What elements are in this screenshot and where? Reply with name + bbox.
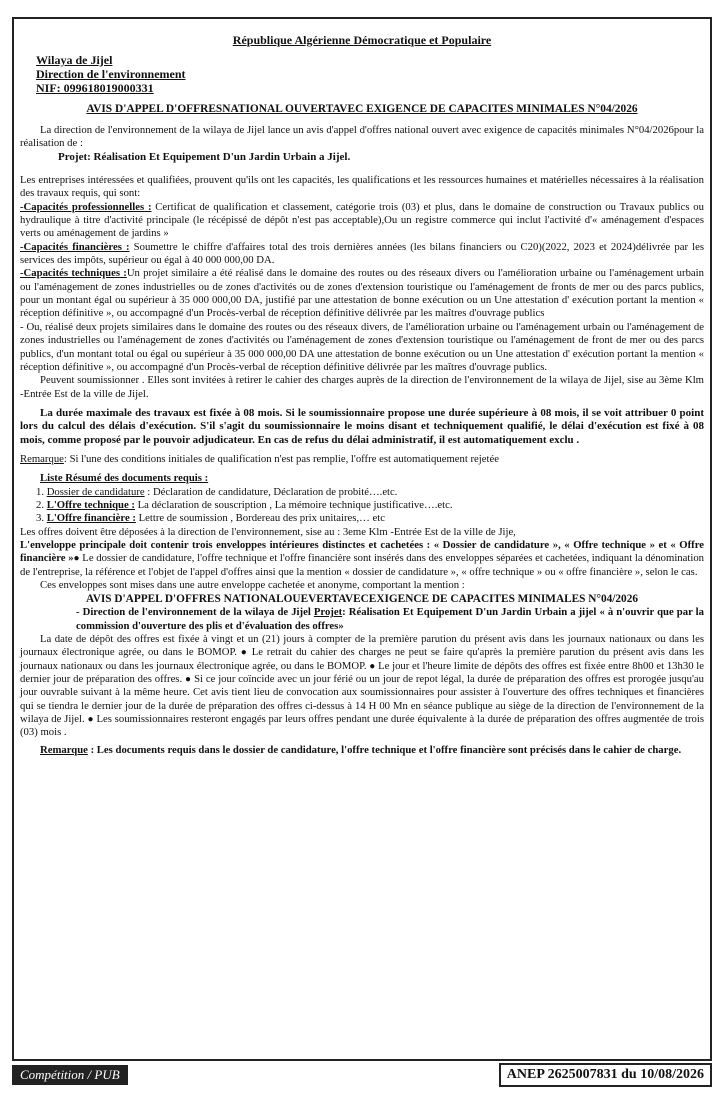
cap-tech-paragraph — [20, 267, 704, 320]
cap-tech-label: -Capacités techniques : — [20, 267, 127, 280]
competition-badge: Compétition / PUB — [12, 1065, 128, 1085]
deposit-line-1: Les offres doivent être déposées à la direction de l'environnement, sise au : 3eme Klm -Entrée Est de la ville de Jije, — [20, 525, 516, 538]
docs-list — [20, 486, 704, 526]
cap-tech-paragraph-2: - Ou, réalisé deux projets similaires dans le domaine des routes ou des réseaux divers, de l'amélioration urbaine ou l'aménagement urbain ou l'aménagement de zones industrielles ou l'aménagement de zones d'activités ou l'aménagement de zones d'extension touristique ou l'aménagement de front de mer ou des parcs publics, d'un montant total ou égal ou supérieur à 35 000 000,00 DA une attestation de bonne exécution ou un Une attestation d' exécution portant la mention « réception définitive », ou accompagné d'un Procès-verbal de réception définitive délivrée par les maîtres d'ouvrage publics. — [20, 320, 704, 373]
wilaya-label: Wilaya de Jijel — [36, 53, 113, 67]
envelope-mention: « à n'ouvrir que par la commission d'ouverture des plis et d'évaluation des offres» — [76, 606, 704, 632]
final-holiday: Si ce jour coïncide avec un jour férié ou un jour de repot légal, la durée de préparation des offres est prorogée jusqu'au jour ouvrable suivant à la même heure. Cet avis tient lieu de convocation aux soumissionnaires pour assister à l'ouverture des offres techniques et financières qui se tiendra le dernier jour de la durée de préparation des offres ci-dessus à 14 H 00 Mn en séance publique au siège de la direction de l'environnement de la wilaya de Jijel. — [20, 673, 704, 726]
doc-label: Dossier de candidature — [46, 485, 145, 498]
deposit-paragraph — [20, 539, 704, 579]
bullet-icon: ● — [185, 674, 192, 686]
nif-label: NIF: 099618019000331 — [36, 81, 154, 95]
final-deadline: La date de dépôt des offres est fixée à vingt et un (21) jours à compter de la première parution du présent avis dans les journaux nationaux ou dans les journaux électronique agrée, ou dans le BOMOP. — [20, 633, 704, 659]
docs-title: Liste Résumé des documents requis : — [40, 472, 209, 485]
doc-text: La déclaration de souscription , La mémoire technique justificative….etc. — [134, 498, 453, 511]
notice-content — [20, 19, 704, 757]
cap-tech-text: Un projet similaire a été réalisé dans le domaine des routes ou des réseaux divers ou l'amélioration urbaine ou l'aménagement urbain ou l'aménagement de zones industrielles ou de zones d'activités ou de zones d'extension touristique ou l'aménagement de fronts de mer ou des parcs publics, pour un montant égal ou supérieur à 35 000 000,00 DA, justifié par une attestation de bonne exécution ou un Une attestation d' exécution portant la mention « réception définitive », ou accompagné d'un Procès-verbal de réception définitive délivrée par les maîtres d'ouvrage publics — [20, 267, 704, 320]
bullet-icon: ● — [369, 660, 376, 672]
envelope-line-2 — [20, 606, 704, 633]
doc-text: : Déclaration de candidature, Déclaration de probité….etc. — [144, 485, 398, 498]
list-item — [20, 512, 704, 525]
final-paragraph — [20, 633, 704, 740]
envelope-project: : Réalisation Et Equipement D'un Jardin Urbain a jijel — [342, 606, 597, 619]
anep-reference: ANEP 2625007831 du 10/08/2026 — [499, 1063, 712, 1087]
eligibility-paragraph: Les entreprises intéressées et qualifiées, prouvent qu'ils ont les capacités, les qualifications et les ressources humaines et matérielles nécessaires à la réalisation des travaux requis, qui sont: — [20, 174, 704, 200]
doc-number: 3. — [36, 512, 45, 525]
list-item — [20, 486, 704, 499]
footer — [12, 1063, 712, 1087]
remark-1-label: Remarque — [20, 452, 64, 465]
envelope-paragraph: Ces enveloppes sont mises dans une autre enveloppe cachetée et anonyme, comportant la mention : — [40, 579, 465, 591]
republic-title: République Algérienne Démocratique et Populaire — [232, 33, 492, 47]
remark-1 — [20, 453, 704, 466]
remark-1-text: : Si l'une des conditions initiales de qualification n'est pas remplie, l'offre est automatiquement rejetée — [63, 452, 499, 465]
envelope-projet-label: Projet — [313, 606, 343, 619]
bullet-icon: ● — [73, 553, 80, 565]
final-withdraw: Le retrait du cahier des charges ne peut se faire qu'après la première parution du présent avis dans les journaux nationaux ou dans les journaux électronique agrée, ou dans le BOMOP. — [20, 646, 705, 672]
doc-number: 2. — [36, 498, 45, 511]
remark-2 — [20, 744, 704, 757]
cap-fin-paragraph — [20, 241, 704, 268]
final-engagement: Les soumissionnaires resteront engagés par leurs offres pendant une durée équivalente à la durée de préparation des offres augmentée de trois (03) mois . — [20, 713, 705, 739]
remark-2-text: : Les documents requis dans le dossier de candidature, l'offre technique et l'offre financière sont précisés dans le cahier de charge. — [87, 743, 682, 756]
remark-2-label: Remarque — [40, 743, 88, 756]
deposit-envelopes: L'enveloppe principale doit contenir trois enveloppes intérieures distinctes et cachetées : « Dossier de candidature », « Offre technique » et « Offre financière » — [20, 538, 704, 565]
cap-pro-label: -Capacités professionnelles : — [20, 200, 152, 213]
doc-number: 1. — [36, 485, 45, 498]
cap-fin-label: -Capacités financières : — [20, 240, 130, 253]
doc-label: L'Offre technique : — [46, 498, 135, 511]
cap-fin-text: Soumettre le chiffre d'affaires total des trois dernières années (les bilans financiers ou C20)(2022, 2023 et 2024)délivrée par les services des impôts, supérieur ou égal à 40 000 000,00 DA. — [20, 240, 704, 267]
deposit-details: Le dossier de candidature, l'offre technique et l'offre financière sont insérés dans des enveloppes séparées et cachetées, indiquant la dénomination de l'entreprise, la référence et l'objet de l'appel d'offres ainsi que la mention « dossier de candidature », « offre technique » ou « offre financière », selon le cas. — [20, 552, 705, 578]
issuer-block — [20, 53, 704, 95]
bullet-icon: ● — [240, 647, 248, 659]
intro-paragraph: La direction de l'environnement de la wilaya de Jijel lance un avis d'appel d'offres national ouvert avec exigence de capacités minimales N°04/2026pour la réalisation de : — [20, 124, 704, 150]
cap-pro-text: Certificat de qualification et classement, catégorie trois (03) et plus, dans le domaine de construction ou Travaux publics ou hydraulique à titre d'activité principale (le récépissé de dépôt n'est pas acceptable),Ou un registre commerce qui inclut l'activité d'« aménagement d'espaces verts ou aménagement de jardins » — [20, 200, 704, 240]
doc-label: L'Offre financière : — [46, 512, 136, 525]
envelope-title: AVIS D'APPEL D'OFFRES NATIONALOUEVERTAVECEXIGENCE DE CAPACITES MINIMALES N°04/2026 — [86, 593, 638, 606]
direction-label: Direction de l'environnement — [36, 67, 186, 81]
cap-pro-paragraph — [20, 201, 704, 241]
envelope-direction: - Direction de l'environnement de la wilaya de Jijel — [76, 606, 314, 619]
final-hours: Le jour et l'heure limite de dépôts des offres est fixée entre 8h00 et 13h30 le dernier jour de préparation des offres. — [20, 659, 705, 686]
project-line: Projet: Réalisation Et Equipement D'un Jardin Urbain a Jijel. — [58, 150, 351, 163]
doc-text: Lettre de soumission , Bordereau des prix unitaires,… etc — [135, 512, 385, 525]
notice-title: AVIS D'APPEL D'OFFRESNATIONAL OUVERTAVEC EXIGENCE DE CAPACITES MINIMALES N°04/2026 — [86, 103, 638, 115]
withdraw-paragraph: Peuvent soumissionner . Elles sont invitées à retirer le cahier des charges auprès de la direction de l'environnement de la wilaya de Jijel, sise au 3ème Klm -Entrée Est de la ville de Jijel. — [20, 374, 704, 400]
duration-paragraph: La durée maximale des travaux est fixée à 08 mois. Si le soumissionnaire propose une durée supérieure à 08 mois, il se voit attribuer 0 point lors du calcul des délais d'exécution. S'il s'agit du soumissionnaire le moins disant et techniquement qualifié, le délai d'exécution est fixé à 08 mois, comme proposé par le pouvoir adjudicateur. En cas de refus du délai administratif, il est automatiquement exclu . — [20, 406, 704, 446]
list-item — [20, 499, 704, 512]
bullet-icon: ● — [87, 714, 94, 726]
notice-frame — [12, 17, 712, 1061]
